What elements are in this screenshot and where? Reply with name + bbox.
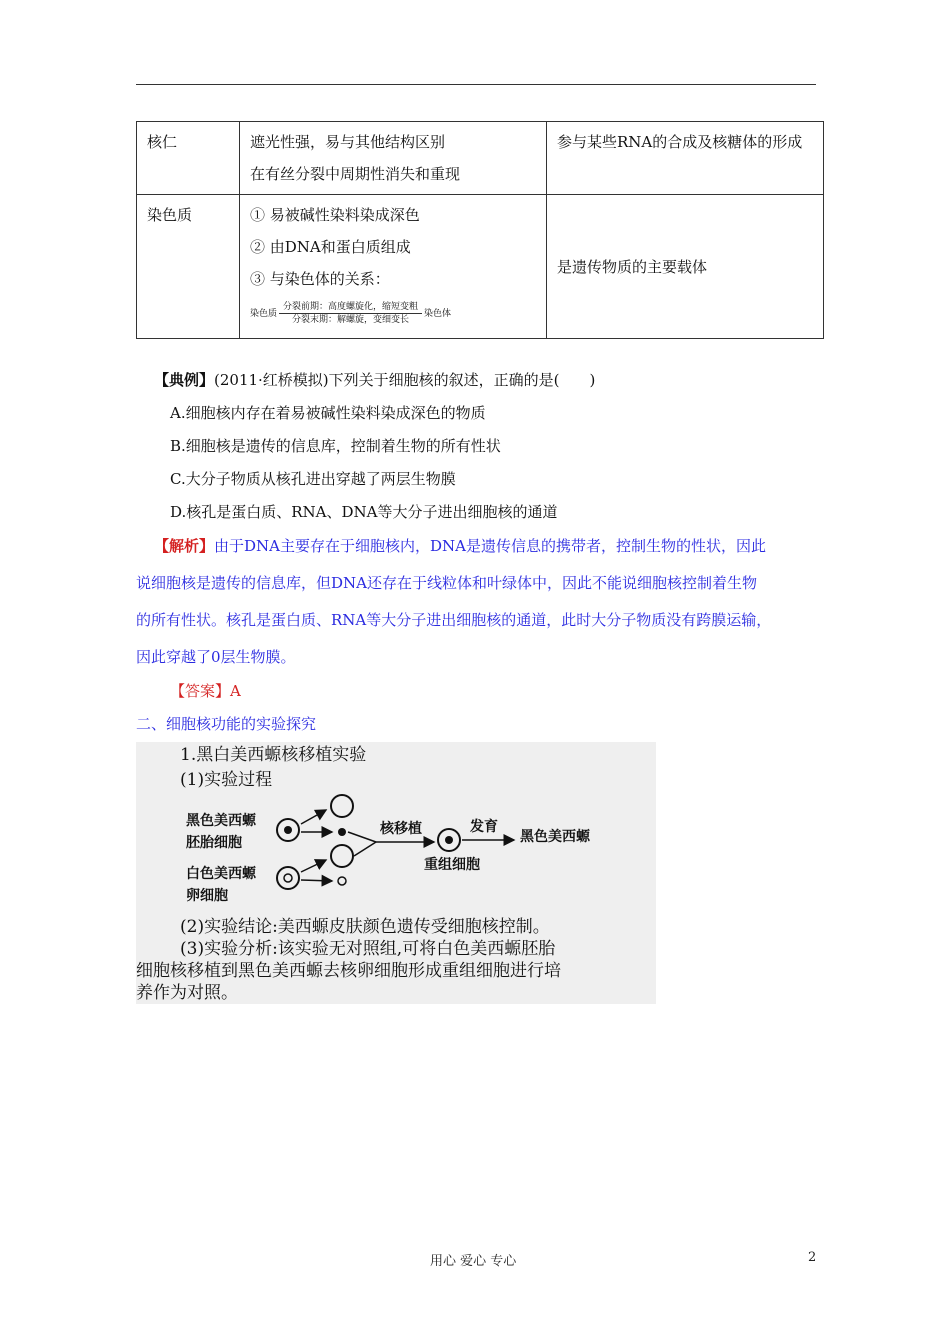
example-question: (2011·红桥模拟)下列关于细胞核的叙述，正确的是( ) bbox=[214, 371, 596, 389]
answer-value: A bbox=[230, 682, 241, 700]
nucleus-icon bbox=[338, 877, 346, 885]
row-features bbox=[240, 122, 547, 195]
figure-title: 1.黑白美西螈核移植实验 bbox=[180, 745, 367, 765]
answer bbox=[170, 681, 241, 701]
nucleus-icon bbox=[284, 826, 292, 834]
nucleus-structure-table bbox=[136, 121, 824, 339]
analysis-line: 说细胞核是遗传的信息库，但DNA还存在于线粒体和叶绿体中，因此不能说细胞核控制着生物 bbox=[136, 574, 757, 592]
option-b: B.细胞核是遗传的信息库，控制着生物的所有性状 bbox=[170, 437, 501, 455]
feature-line: 遮光性强，易与其他结构区别 bbox=[250, 133, 446, 151]
equation-arrows bbox=[279, 301, 422, 326]
chromatin-chromosome-equation bbox=[250, 301, 536, 326]
row-function: 参与某些RNA的合成及核糖体的形成 bbox=[547, 122, 824, 195]
figure-analysis-line: 养作为对照。 bbox=[136, 983, 238, 1003]
page-number: 2 bbox=[808, 1250, 817, 1265]
analysis-text: 由于DNA主要存在于细胞核内，DNA是遗传信息的携带者，控制生物的性状，因此 bbox=[214, 537, 766, 555]
option-d: D.核孔是蛋白质、RNA、DNA等大分子进出细胞核的通道 bbox=[170, 503, 558, 521]
nuclear-transplant-figure bbox=[136, 742, 656, 1004]
equation-top: 分裂前期：高度螺旋化，缩短变粗 bbox=[279, 301, 422, 314]
option-a: A.细胞核内存在着易被碱性染料染成深色的物质 bbox=[170, 404, 486, 422]
figure-analysis-line: (3)实验分析:该实验无对照组,可将白色美西螈胚胎 bbox=[180, 939, 556, 959]
step-development: 发育 bbox=[470, 819, 498, 835]
header-rule bbox=[136, 84, 816, 85]
feature-line: ① 易被碱性染料染成深色 bbox=[250, 206, 420, 224]
footer-slogan: 用心 爱心 专心 bbox=[430, 1254, 517, 1269]
nucleus-icon bbox=[284, 874, 292, 882]
figure-conclusion: (2)实验结论:美西螈皮肤颜色遗传受细胞核控制。 bbox=[180, 917, 550, 937]
white-axolotl-label: 卵细胞 bbox=[186, 888, 228, 904]
row-name: 染色质 bbox=[137, 195, 240, 339]
example-stem bbox=[154, 370, 595, 390]
analysis-line: 因此穿越了0层生物膜。 bbox=[136, 648, 296, 666]
equation-left: 染色质 bbox=[250, 308, 278, 319]
analysis-line: 的所有性状。核孔是蛋白质、RNA等大分子进出细胞核的通道，此时大分子物质没有跨膜运输， bbox=[136, 611, 772, 629]
row-name: 核仁 bbox=[137, 122, 240, 195]
row-features bbox=[240, 195, 547, 339]
table-row bbox=[137, 195, 824, 339]
enucleated-cell bbox=[331, 795, 353, 817]
white-axolotl-label: 白色美西螈 bbox=[186, 866, 256, 882]
step-nuclear-transfer: 核移植 bbox=[380, 821, 422, 837]
black-axolotl-label: 黑色美西螈 bbox=[186, 813, 256, 829]
example-tag: 【典例】 bbox=[154, 371, 215, 389]
black-axolotl-label: 胚胎细胞 bbox=[186, 835, 242, 851]
section-title: 二、细胞核功能的实验探究 bbox=[136, 715, 317, 733]
result-label: 黑色美西螈 bbox=[520, 829, 590, 845]
equation-right: 染色体 bbox=[424, 308, 452, 319]
table-row bbox=[137, 122, 824, 195]
row-function: 是遗传物质的主要载体 bbox=[547, 195, 824, 339]
recombined-cell-label: 重组细胞 bbox=[424, 857, 480, 873]
analysis-tag: 【解析】 bbox=[154, 537, 215, 555]
white-egg-cell bbox=[277, 867, 299, 889]
feature-line: ③ 与染色体的关系： bbox=[250, 270, 390, 288]
figure-subtitle: (1)实验过程 bbox=[180, 770, 273, 790]
nucleus-icon bbox=[445, 836, 453, 844]
feature-line: ② 由DNA和蛋白质组成 bbox=[250, 238, 411, 256]
figure-analysis-line: 细胞核移植到黑色美西螈去核卵细胞形成重组细胞进行培 bbox=[136, 961, 561, 981]
answer-tag: 【答案】 bbox=[170, 682, 231, 700]
enucleated-egg-cell bbox=[331, 845, 353, 867]
analysis-line bbox=[154, 536, 766, 556]
equation-bottom: 分裂末期：解螺旋，变细变长 bbox=[292, 315, 410, 325]
feature-line: 在有丝分裂中周期性消失和重现 bbox=[250, 165, 461, 183]
nucleus-icon bbox=[338, 828, 346, 836]
option-c: C.大分子物质从核孔进出穿越了两层生物膜 bbox=[170, 470, 456, 488]
